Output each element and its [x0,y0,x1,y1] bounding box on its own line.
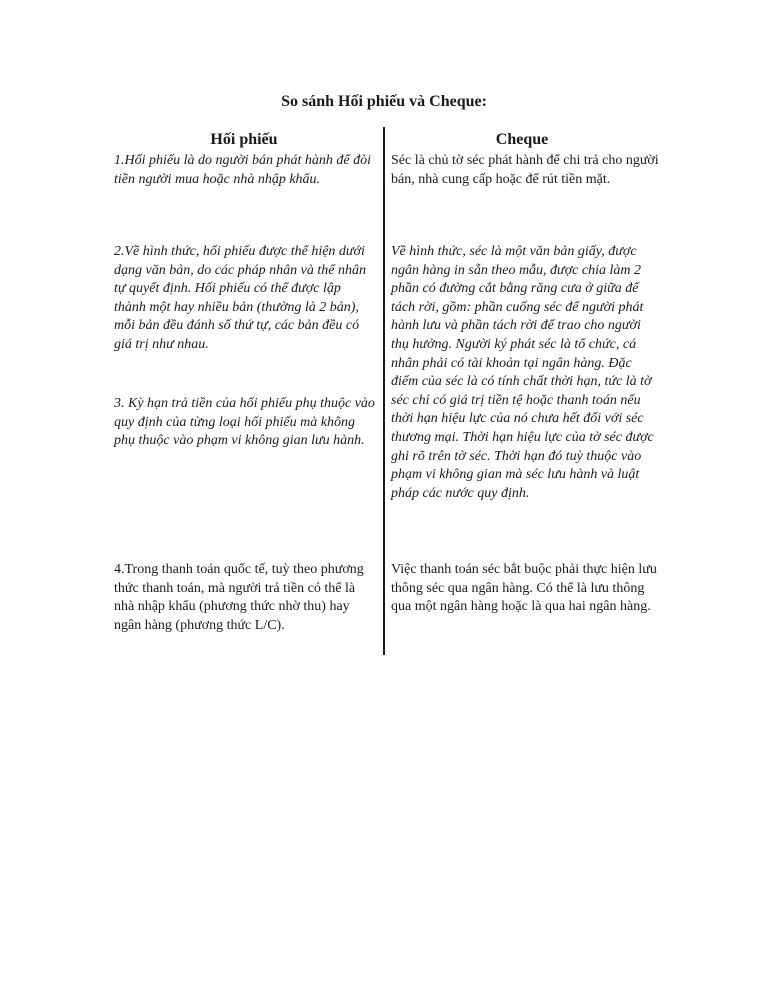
row-2-right-cell: Về hình thức, séc là một văn bản giấy, được ngân hàng in sẵn theo mẫu, được chia làm 2 phần có đường cắt bằng răng cưa ở giữa để tách rời, gồm: phần cuống séc để người phát hành lưu và phần tách rời để trao cho người thụ hưởng. Người ký phát séc là tổ chức, cá nhân phải có tài khoản tại ngân hàng. Đặc điểm của séc là có tính chất thời hạn, tức là tờ séc chỉ có giá trị tiền tệ hoặc thanh toán nếu thời hạn hiệu lực của nó chưa hết đối với séc thương mại. Thời hạn hiệu lực của tờ séc được ghi rõ trên tờ séc. Thời hạn đó tuỳ thuộc vào phạm vi không gian mà séc lưu hành và luật pháp các nước quy định. [391,244,654,501]
column-header-hoi-phieu: Hối phiếu [210,131,278,148]
row-1-right-cell: Séc là chủ tờ séc phát hành để chi trả cho người bán, nhà cung cấp hoặc để rút tiền mặt. [391,153,659,187]
column-header-cheque: Cheque [495,131,549,148]
column-divider [383,127,385,655]
page-title: So sánh Hối phiếu và Cheque: [281,93,487,110]
row-2-left-cell: 2.Về hình thức, hối phiếu được thể hiện dưới dạng văn bản, do các pháp nhân và thể nhân tự quyết định. Hối phiếu có thể được lập thành một hay nhiều bản (thường là 2 bản), mỗi bản đều đánh số thứ tự, các bản đều có giá trị như nhau. [114,244,366,352]
row-4-right-cell: Việc thanh toán séc bắt buộc phải thực hiện lưu thông séc qua ngân hàng. Có thể là lưu thông qua một ngân hàng hoặc là qua hai ngân hàng. [391,562,657,615]
row-3-left-cell: 3. Kỳ hạn trả tiền của hối phiếu phụ thuộc vào quy định của từng loại hối phiếu mà không phụ thuộc vào phạm vi không gian lưu hành. [114,396,375,449]
row-1-left-cell: 1.Hối phiếu là do người bán phát hành để đòi tiền người mua hoặc nhà nhập khẩu. [114,153,371,187]
row-4-left-cell: 4.Trong thanh toán quốc tế, tuỳ theo phương thức thanh toán, mà người trả tiền có thể là nhà nhập khẩu (phương thức nhờ thu) hay ngân hàng (phương thức L/C). [114,562,364,633]
